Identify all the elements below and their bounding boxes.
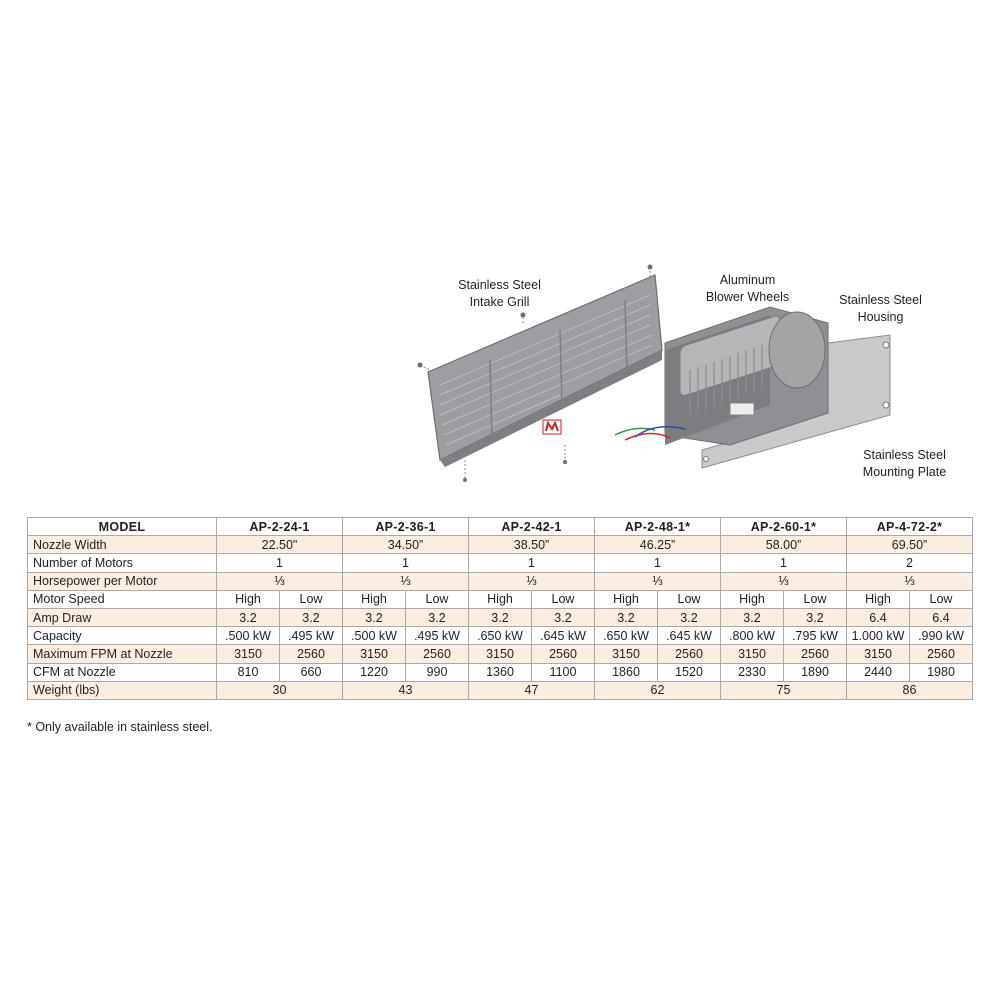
callout-line: Housing — [857, 310, 904, 324]
table-cell: 6.4 — [847, 608, 910, 626]
table-cell: 1980 — [910, 663, 973, 681]
callout-blower-wheels — [690, 272, 805, 306]
row-label: Number of Motors — [28, 554, 217, 572]
table-cell: 30 — [217, 681, 343, 699]
table-cell: 990 — [406, 663, 469, 681]
specification-table — [27, 517, 973, 700]
row-label: Nozzle Width — [28, 536, 217, 554]
table-cell: 3150 — [721, 645, 784, 663]
callout-line: Blower Wheels — [705, 290, 790, 304]
table-cell: 1 — [217, 554, 343, 572]
table-cell: 1 — [721, 554, 847, 572]
table-cell: 3150 — [217, 645, 280, 663]
plate-hole — [883, 402, 889, 408]
table-row — [28, 681, 973, 699]
table-cell: .495 kW — [280, 627, 343, 645]
table-row — [28, 645, 973, 663]
table-cell: 3150 — [469, 645, 532, 663]
table-cell: 1360 — [469, 663, 532, 681]
table-cell: 75 — [721, 681, 847, 699]
table-cell: ⅓ — [469, 572, 595, 590]
callout-line: Aluminum — [719, 273, 776, 287]
table-cell: 3150 — [343, 645, 406, 663]
header-model: AP-2-36-1 — [343, 518, 469, 536]
table-cell: ⅓ — [595, 572, 721, 590]
table-cell: .795 kW — [784, 627, 847, 645]
air-curtain-exploded-diagram — [400, 255, 1000, 495]
row-label: Weight (lbs) — [28, 681, 217, 699]
table-cell: 1 — [343, 554, 469, 572]
table-cell: .645 kW — [532, 627, 595, 645]
footnote: * Only available in stainless steel. — [27, 720, 213, 734]
table-cell: Low — [406, 590, 469, 608]
table-cell: ⅓ — [217, 572, 343, 590]
table-cell: Low — [910, 590, 973, 608]
table-cell: 38.50” — [469, 536, 595, 554]
table-cell: 2560 — [280, 645, 343, 663]
table-cell: 2560 — [784, 645, 847, 663]
table-cell: 3.2 — [721, 608, 784, 626]
table-cell: .650 kW — [469, 627, 532, 645]
header-model: AP-2-60-1* — [721, 518, 847, 536]
table-cell: 660 — [280, 663, 343, 681]
table-cell: 3150 — [595, 645, 658, 663]
header-model: AP-2-48-1* — [595, 518, 721, 536]
header-model: AP-2-42-1 — [469, 518, 595, 536]
table-cell: 3.2 — [217, 608, 280, 626]
table-cell: ⅓ — [343, 572, 469, 590]
table-cell: 3150 — [847, 645, 910, 663]
table-cell: 3.2 — [595, 608, 658, 626]
row-label: Amp Draw — [28, 608, 217, 626]
table-cell: High — [721, 590, 784, 608]
table-cell: 34.50” — [343, 536, 469, 554]
table-cell: High — [469, 590, 532, 608]
control-box — [730, 403, 754, 415]
table-cell: Low — [784, 590, 847, 608]
table-cell: 810 — [217, 663, 280, 681]
table-cell: 3.2 — [784, 608, 847, 626]
table-row — [28, 590, 973, 608]
table-cell: 3.2 — [406, 608, 469, 626]
table-cell: 3.2 — [532, 608, 595, 626]
table-cell: 1100 — [532, 663, 595, 681]
table-cell: ⅓ — [721, 572, 847, 590]
table-cell: High — [847, 590, 910, 608]
table-cell: 69.50” — [847, 536, 973, 554]
table-cell: 1860 — [595, 663, 658, 681]
plate-hole — [704, 457, 709, 462]
table-cell: 2330 — [721, 663, 784, 681]
callout-intake-grill — [442, 277, 557, 311]
table-cell: 1 — [469, 554, 595, 572]
table-cell: 3.2 — [343, 608, 406, 626]
callout-line: Stainless Steel — [863, 448, 946, 462]
table-cell: 2 — [847, 554, 973, 572]
table-cell: 2560 — [532, 645, 595, 663]
callout-line: Mounting Plate — [862, 465, 947, 479]
table-cell: ⅓ — [847, 572, 973, 590]
table-cell: 47 — [469, 681, 595, 699]
table-cell: 2560 — [658, 645, 721, 663]
callout-mounting-plate — [847, 447, 962, 481]
table-cell: 3.2 — [469, 608, 532, 626]
blower-end-cap — [769, 312, 825, 388]
header-model: AP-2-24-1 — [217, 518, 343, 536]
table-cell: 1.000 kW — [847, 627, 910, 645]
table-cell: 62 — [595, 681, 721, 699]
plate-hole — [883, 342, 889, 348]
table-cell: High — [217, 590, 280, 608]
table-row — [28, 663, 973, 681]
callout-housing — [823, 292, 938, 326]
table-cell: .645 kW — [658, 627, 721, 645]
table-row — [28, 608, 973, 626]
table-row — [28, 554, 973, 572]
header-model: AP-4-72-2* — [847, 518, 973, 536]
row-label: Horsepower per Motor — [28, 572, 217, 590]
table-cell: High — [343, 590, 406, 608]
table-cell: 22.50" — [217, 536, 343, 554]
table-row — [28, 572, 973, 590]
callout-line: Intake Grill — [469, 295, 530, 309]
table-cell: 46.25” — [595, 536, 721, 554]
table-cell: .800 kW — [721, 627, 784, 645]
table-cell: 43 — [343, 681, 469, 699]
table-cell: .650 kW — [595, 627, 658, 645]
table-header-row — [28, 518, 973, 536]
table-cell: 1 — [595, 554, 721, 572]
row-label: Maximum FPM at Nozzle — [28, 645, 217, 663]
table-body — [28, 536, 973, 700]
table-cell: 58.00” — [721, 536, 847, 554]
table-cell: 1890 — [784, 663, 847, 681]
table-cell: 3.2 — [658, 608, 721, 626]
header-model-label: MODEL — [28, 518, 217, 536]
table-cell: .495 kW — [406, 627, 469, 645]
table-cell: Low — [532, 590, 595, 608]
table-cell: 3.2 — [280, 608, 343, 626]
table-row — [28, 627, 973, 645]
callout-line: Stainless Steel — [839, 293, 922, 307]
table-row — [28, 536, 973, 554]
table-cell: 1220 — [343, 663, 406, 681]
table-cell: Low — [658, 590, 721, 608]
table-cell: .500 kW — [217, 627, 280, 645]
table-cell: .990 kW — [910, 627, 973, 645]
table-cell: .500 kW — [343, 627, 406, 645]
callout-line: Stainless Steel — [458, 278, 541, 292]
table-cell: 2440 — [847, 663, 910, 681]
table-cell: Low — [280, 590, 343, 608]
row-label: Capacity — [28, 627, 217, 645]
table-cell: 86 — [847, 681, 973, 699]
row-label: Motor Speed — [28, 590, 217, 608]
table-cell: 2560 — [910, 645, 973, 663]
table-cell: High — [595, 590, 658, 608]
table-cell: 2560 — [406, 645, 469, 663]
table-cell: 1520 — [658, 663, 721, 681]
row-label: CFM at Nozzle — [28, 663, 217, 681]
table-cell: 6.4 — [910, 608, 973, 626]
